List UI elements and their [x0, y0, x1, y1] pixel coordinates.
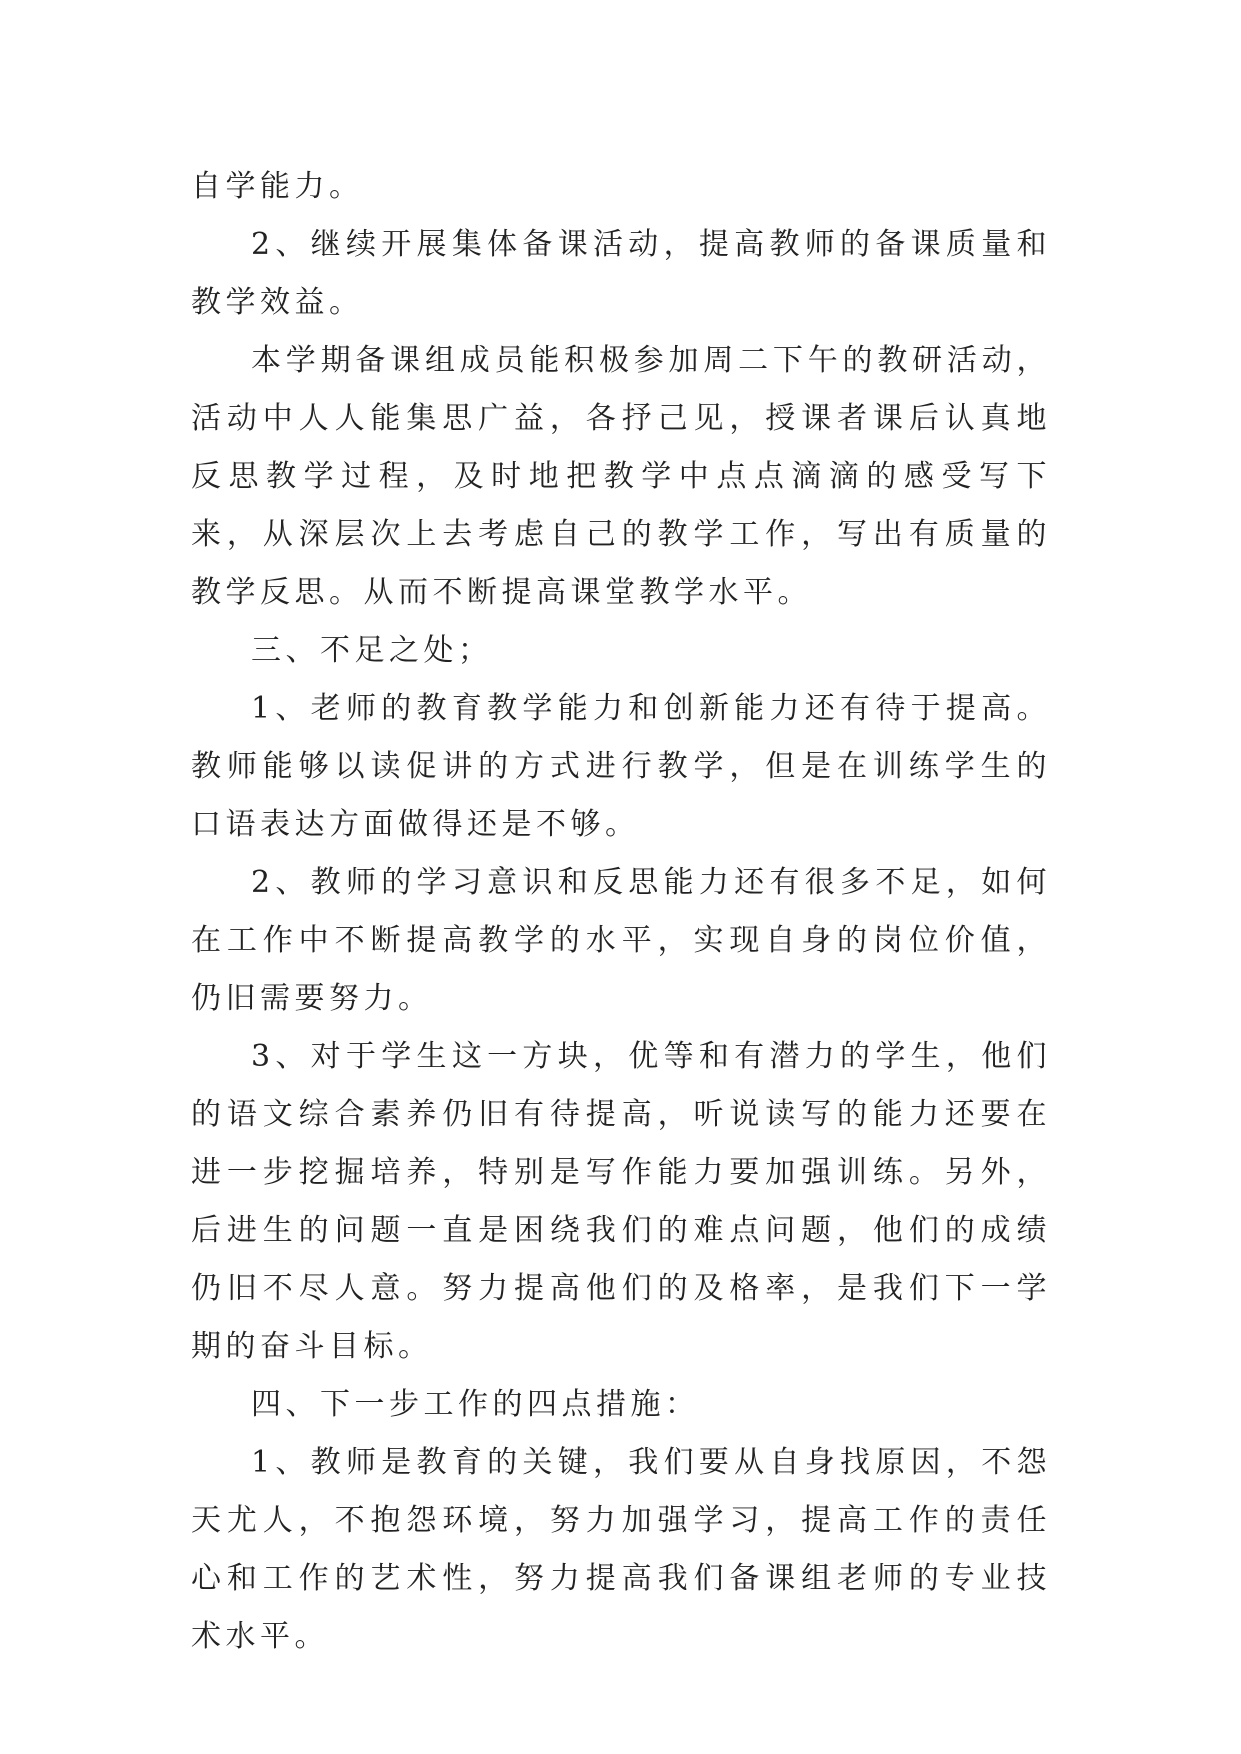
- section-heading-next-steps: 四、下一步工作的四点措施：: [251, 1387, 700, 1422]
- section-heading-shortcomings: 三、不足之处；: [251, 633, 493, 668]
- paragraph-shortcoming-2: 2、教师的学习意识和反思能力还有很多不足，如何在工作中不断提高教学的水平，实现自身的岗位价值，仍旧需要努力。: [191, 865, 1051, 1016]
- paragraph-continuation: 自学能力。: [191, 169, 364, 204]
- paragraph-item-2-collective-lesson-prep: 2、继续开展集体备课活动，提高教师的备课质量和教学效益。: [191, 227, 1051, 320]
- paragraph-shortcoming-3: 3、对于学生这一方块，优等和有潜力的学生，他们的语文综合素养仍旧有待提高，听说读写的能力还要在进一步挖掘培养，特别是写作能力要加强训练。另外，后进生的问题一直是困绕我们的难点问题，他们的成绩仍旧不尽人意。努力提高他们的及格率，是我们下一学期的奋斗目标。: [191, 1039, 1051, 1364]
- document-body: [191, 158, 1051, 1666]
- paragraph-measure-1: 1、教师是教育的关键，我们要从自身找原因，不怨天尤人，不抱怨环境，努力加强学习，提高工作的责任心和工作的艺术性，努力提高我们备课组老师的专业技术水平。: [191, 1445, 1051, 1654]
- paragraph-shortcoming-1: 1、老师的教育教学能力和创新能力还有待于提高。教师能够以读促讲的方式进行教学，但是在训练学生的口语表达方面做得还是不够。: [191, 691, 1051, 842]
- paragraph-teaching-research: 本学期备课组成员能积极参加周二下午的教研活动，活动中人人能集思广益，各抒己见，授课者课后认真地反思教学过程，及时地把教学中点点滴滴的感受写下来，从深层次上去考虑自己的教学工作，写出有质量的教学反思。从而不断提高课堂教学水平。: [191, 343, 1051, 610]
